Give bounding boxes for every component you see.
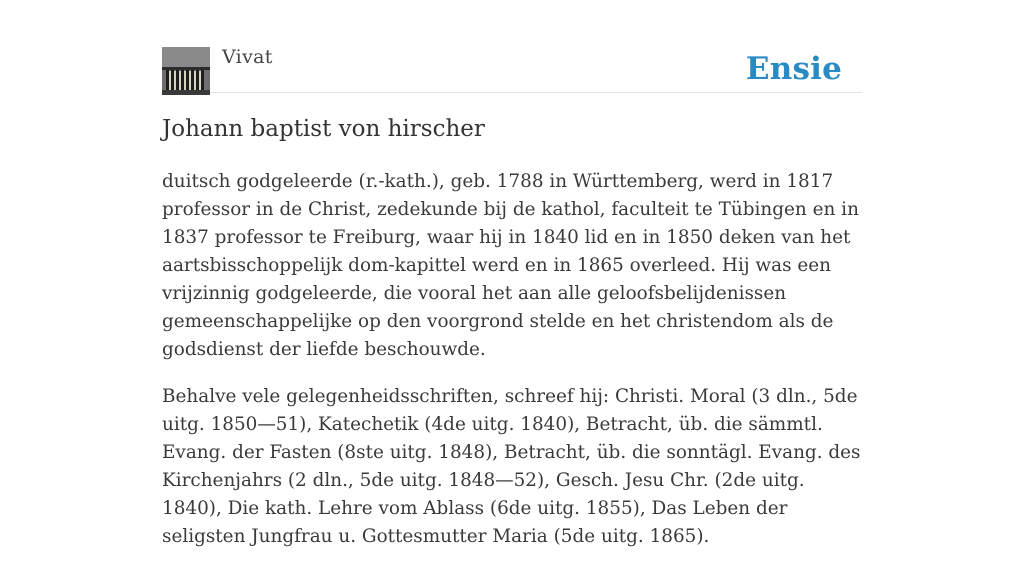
author-name[interactable]: Vivat <box>222 46 273 68</box>
article-paragraph: Behalve vele gelegenheidsschriften, schreef hij: Christi. Moral (3 dln., 5de uitg. 1850—51), Katechetik (4de uitg. 1840), Betracht, üb. die sämmtl. Evang. der Fasten (8ste uitg. 1848), Betracht, üb. die sonntägl. Evang. des Kirchenjahrs (2 dln., 5de uitg. 1848—52), Gesch. Jesu Chr. (2de uitg. 1840), Die kath. Lehre vom Ablass (6de uitg. 1855), Das Leben der seligsten Jungfrau u. Gottesmutter Maria (5de uitg. 1865). <box>162 386 861 547</box>
brand-logo[interactable]: Ensie <box>745 51 842 87</box>
article-paragraph: duitsch godgeleerde (r.-kath.), geb. 1788 in Württemberg, werd in 1817 professor in de Christ, zedekunde bij de kathol, faculteit te Tübingen en in 1837 professor te Freiburg, waar hij in 1840 lid en in 1850 deken van het aartsbisschoppelijk dom-kapittel werd en in 1865 overleed. Hij was een vrijzinnig godgeleerde, die vooral het aan alle geloofsbelijdenissen gemeenschappelijke op den voorgrond stelde en het christendom als de godsdienst der liefde beschouwde. <box>162 171 859 360</box>
page-header <box>162 0 862 93</box>
bookshelf-avatar-icon[interactable] <box>162 47 210 95</box>
article-title: Johann baptist von hirscher <box>162 116 485 142</box>
article-body <box>162 168 862 570</box>
page-container <box>162 0 862 547</box>
